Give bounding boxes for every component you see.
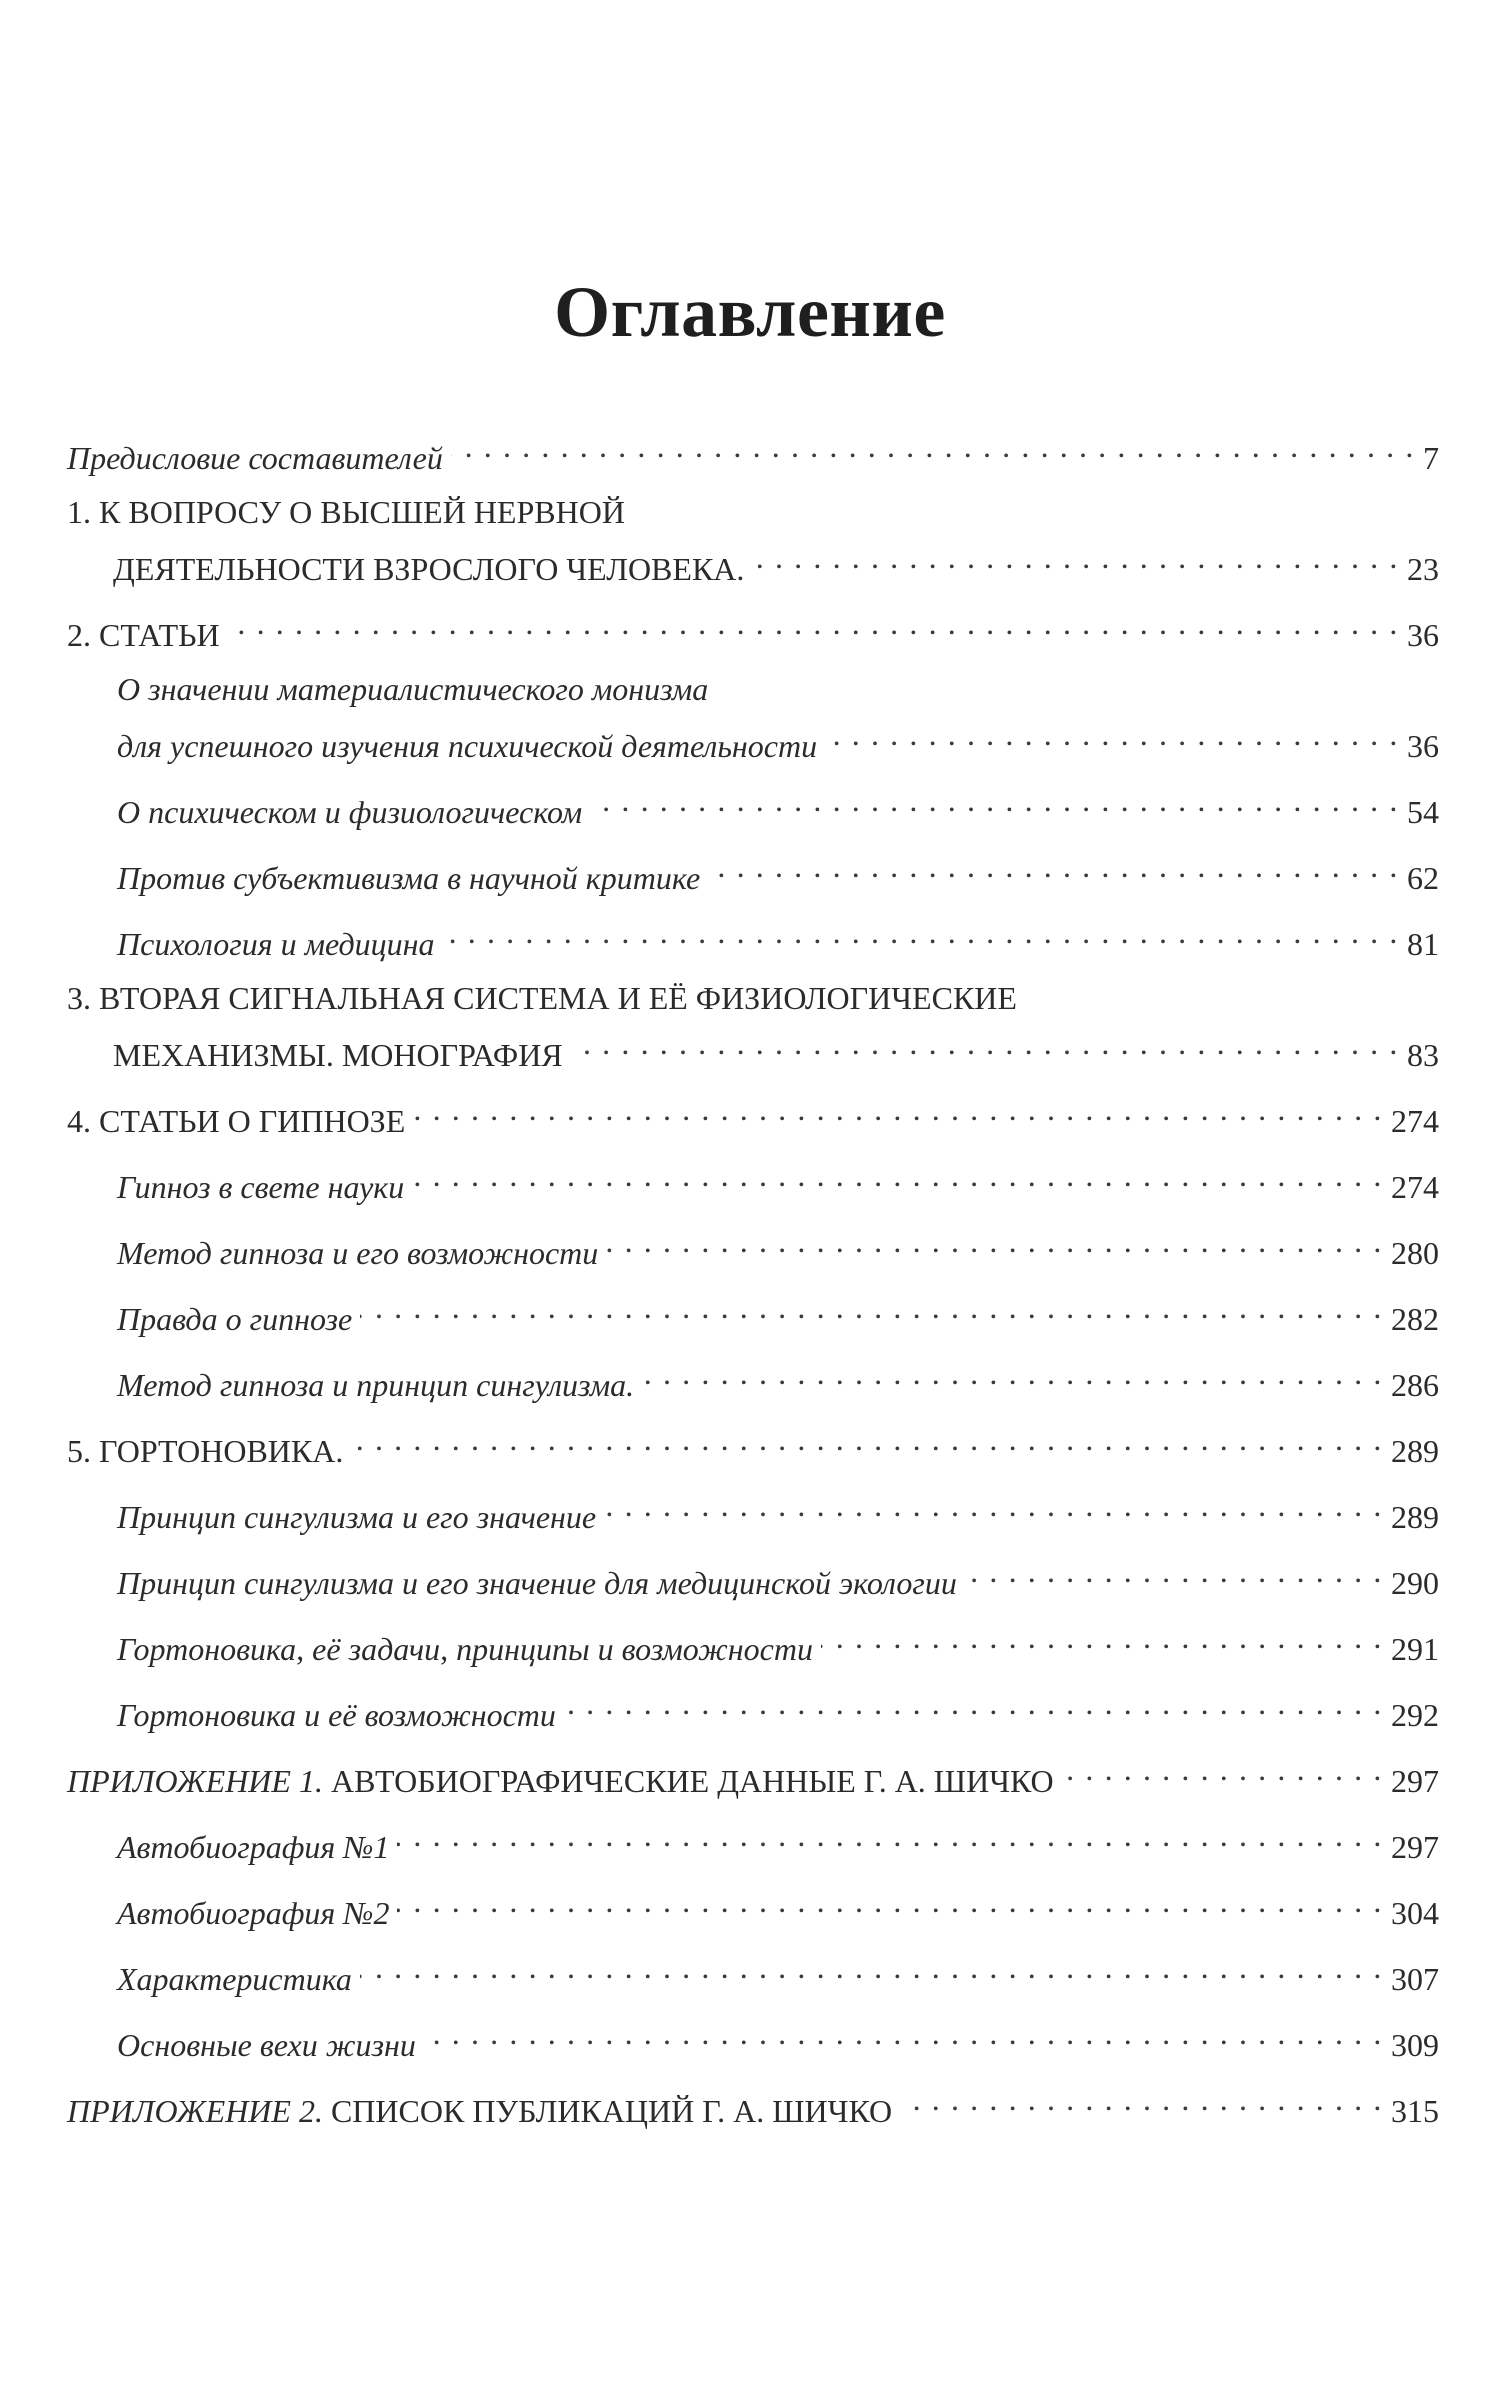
toc-subentry[interactable] xyxy=(117,1285,1439,1337)
toc-entry[interactable] xyxy=(67,976,1439,1073)
toc-entry[interactable] xyxy=(67,601,1439,653)
dot-leader xyxy=(900,2077,1383,2122)
toc-subentry[interactable] xyxy=(117,667,1439,764)
toc-entry-title: 1. К ВОПРОСУ О ВЫСШЕЙ НЕРВНОЙ xyxy=(67,494,625,530)
appendix-title: СПИСОК ПУБЛИКАЦИЙ Г. А. ШИЧКО xyxy=(322,2093,893,2129)
toc-entry[interactable] xyxy=(67,490,1439,587)
dot-leader xyxy=(397,1813,1383,1858)
appendix-prefix: ПРИЛОЖЕНИЕ 1. xyxy=(67,1763,323,1799)
toc-entry-title: Автобиография №1 xyxy=(117,1829,390,1865)
toc-entry-line xyxy=(67,535,1439,587)
toc-entry[interactable] xyxy=(67,1087,1439,1139)
page-number: 36 xyxy=(1407,617,1439,653)
toc-entry-line xyxy=(67,1417,1439,1469)
toc-entry-line xyxy=(117,778,1439,830)
dot-leader xyxy=(571,1021,1399,1066)
dot-leader xyxy=(564,1681,1383,1726)
toc-entry-title: Гипноз в свете науки xyxy=(117,1169,405,1205)
page-number: 23 xyxy=(1407,551,1439,587)
dot-leader xyxy=(424,2011,1383,2056)
toc-subentry[interactable] xyxy=(117,1219,1439,1271)
toc-entry-title: Психология и медицина xyxy=(117,926,435,962)
page-number: 282 xyxy=(1391,1301,1439,1337)
toc-entry-title: 3. ВТОРАЯ СИГНАЛЬНАЯ СИСТЕМА И ЕЁ ФИЗИОЛОГИЧЕСКИЕ xyxy=(67,980,1017,1016)
toc-entry-line xyxy=(117,844,1439,896)
dot-leader xyxy=(360,1285,1383,1330)
page-number: 290 xyxy=(1391,1565,1439,1601)
toc-entry-line xyxy=(117,1879,1439,1931)
page-number: 81 xyxy=(1407,926,1439,962)
page-number: 307 xyxy=(1391,1961,1439,1997)
toc-entry-title: Принцип сингулизма и его значение для медицинской экологии xyxy=(117,1565,957,1601)
dot-leader xyxy=(642,1351,1383,1396)
toc-entry-line xyxy=(67,976,1439,1021)
dot-leader xyxy=(965,1549,1383,1594)
toc-subentry[interactable] xyxy=(117,1879,1439,1931)
dot-leader xyxy=(397,1879,1383,1924)
page-number: 291 xyxy=(1391,1631,1439,1667)
toc-entry-line xyxy=(67,424,1439,476)
toc-entry-line xyxy=(117,1351,1439,1403)
toc-entry-title: Предисловие составителей xyxy=(67,440,443,476)
page-number: 36 xyxy=(1407,728,1439,764)
toc-subentry[interactable] xyxy=(117,1549,1439,1601)
toc-entry-line xyxy=(117,2011,1439,2063)
dot-leader xyxy=(708,844,1399,889)
page-number: 274 xyxy=(1391,1169,1439,1205)
toc-subentry[interactable] xyxy=(117,1351,1439,1403)
toc-entry-line xyxy=(117,1813,1439,1865)
page-number: 309 xyxy=(1391,2027,1439,2063)
dot-leader xyxy=(228,601,1399,646)
toc-entry-line xyxy=(117,1945,1439,1997)
toc-subentry[interactable] xyxy=(117,1945,1439,1997)
toc-entry-title: Принцип сингулизма и его значение xyxy=(117,1499,597,1535)
toc-entry[interactable] xyxy=(67,424,1439,476)
toc-entry[interactable] xyxy=(67,1417,1439,1469)
dot-leader xyxy=(606,1219,1383,1264)
page-number: 83 xyxy=(1407,1037,1439,1073)
toc-subentry[interactable] xyxy=(117,1813,1439,1865)
dot-leader xyxy=(451,424,1415,469)
toc-entry-title: Против субъективизма в научной критике xyxy=(117,860,701,896)
toc-entry-line xyxy=(117,712,1439,764)
toc-entry-line xyxy=(67,490,1439,535)
toc-subentry[interactable] xyxy=(117,910,1439,962)
dot-leader xyxy=(412,1153,1383,1198)
toc-entry-line xyxy=(117,667,1439,712)
toc-entry-title: ДЕЯТЕЛЬНОСТИ ВЗРОСЛОГО ЧЕЛОВЕКА. xyxy=(113,551,745,587)
toc-entry-line xyxy=(67,1747,1439,1799)
page-number: 297 xyxy=(1391,1763,1439,1799)
toc-entry[interactable] xyxy=(67,1747,1439,1799)
toc-entry[interactable] xyxy=(67,2077,1439,2129)
toc-subentry[interactable] xyxy=(117,844,1439,896)
toc-entry-title: Основные вехи жизни xyxy=(117,2027,416,2063)
page-number: 289 xyxy=(1391,1433,1439,1469)
toc-entry-line xyxy=(67,601,1439,653)
dot-leader xyxy=(590,778,1399,823)
dot-leader xyxy=(443,910,1399,955)
toc-entry-title: 4. СТАТЬИ О ГИПНОЗЕ xyxy=(67,1103,406,1139)
page-title: Оглавление xyxy=(554,272,946,353)
toc-entry-title: О психическом и физиологическом xyxy=(117,794,583,830)
dot-leader xyxy=(413,1087,1383,1132)
page-number: 304 xyxy=(1391,1895,1439,1931)
page-number: 289 xyxy=(1391,1499,1439,1535)
toc-entry-title: Правда о гипнозе xyxy=(117,1301,353,1337)
toc-entry-line xyxy=(67,1087,1439,1139)
toc-subentry[interactable] xyxy=(117,1153,1439,1205)
page-number: 7 xyxy=(1423,440,1439,476)
toc-entry-title: Метод гипноза и его возможности xyxy=(117,1235,599,1271)
page-number: 54 xyxy=(1407,794,1439,830)
toc-entry-title: Гортоновика, её задачи, принципы и возможности xyxy=(117,1631,813,1667)
dot-leader xyxy=(604,1483,1383,1528)
toc-entry-line xyxy=(67,2077,1439,2129)
toc-entry-line xyxy=(117,1483,1439,1535)
dot-leader xyxy=(821,1615,1383,1660)
toc-entry-title xyxy=(67,2089,892,2134)
toc-entry-title: Гортоновика и её возможности xyxy=(117,1697,556,1733)
toc-entry-title: Автобиография №2 xyxy=(117,1895,390,1931)
toc-entry-line xyxy=(117,1549,1439,1601)
dot-leader xyxy=(351,1417,1383,1462)
dot-leader xyxy=(752,535,1399,580)
toc-entry-title xyxy=(67,1759,1054,1804)
toc-entry-title: О значении материалистического монизма xyxy=(117,671,709,707)
toc-entry-title: МЕХАНИЗМЫ. МОНОГРАФИЯ xyxy=(113,1037,563,1073)
page-number: 286 xyxy=(1391,1367,1439,1403)
toc-entry-line xyxy=(117,1153,1439,1205)
toc-entry-title: 5. ГОРТОНОВИКА. xyxy=(67,1433,344,1469)
toc-entry-line xyxy=(117,1681,1439,1733)
toc-entry-title: для успешного изучения психической деятельности xyxy=(117,728,818,764)
dot-leader xyxy=(825,712,1399,757)
toc-entry-line xyxy=(117,1285,1439,1337)
toc-subentry[interactable] xyxy=(117,778,1439,830)
toc-subentry[interactable] xyxy=(117,1483,1439,1535)
toc-subentry[interactable] xyxy=(117,1615,1439,1667)
toc-subentry[interactable] xyxy=(117,2011,1439,2063)
toc-entry-line xyxy=(67,1021,1439,1073)
page-number: 297 xyxy=(1391,1829,1439,1865)
toc-entry-title: Характеристика xyxy=(117,1961,352,1997)
page-number: 274 xyxy=(1391,1103,1439,1139)
appendix-title: АВТОБИОГРАФИЧЕСКИЕ ДАННЫЕ Г. А. ШИЧКО xyxy=(322,1763,1054,1799)
dot-leader xyxy=(1062,1747,1383,1792)
toc-subentry[interactable] xyxy=(117,1681,1439,1733)
toc-entry-title: Метод гипноза и принцип сингулизма. xyxy=(117,1367,635,1403)
toc-entry-title: 2. СТАТЬИ xyxy=(67,617,220,653)
toc-entry-line xyxy=(117,1615,1439,1667)
toc-entry-line xyxy=(117,910,1439,962)
page-number: 280 xyxy=(1391,1235,1439,1271)
page-number: 62 xyxy=(1407,860,1439,896)
appendix-prefix: ПРИЛОЖЕНИЕ 2. xyxy=(67,2093,323,2129)
page-number: 292 xyxy=(1391,1697,1439,1733)
toc-entry-line xyxy=(117,1219,1439,1271)
page-number: 315 xyxy=(1391,2093,1439,2129)
dot-leader xyxy=(360,1945,1383,1990)
